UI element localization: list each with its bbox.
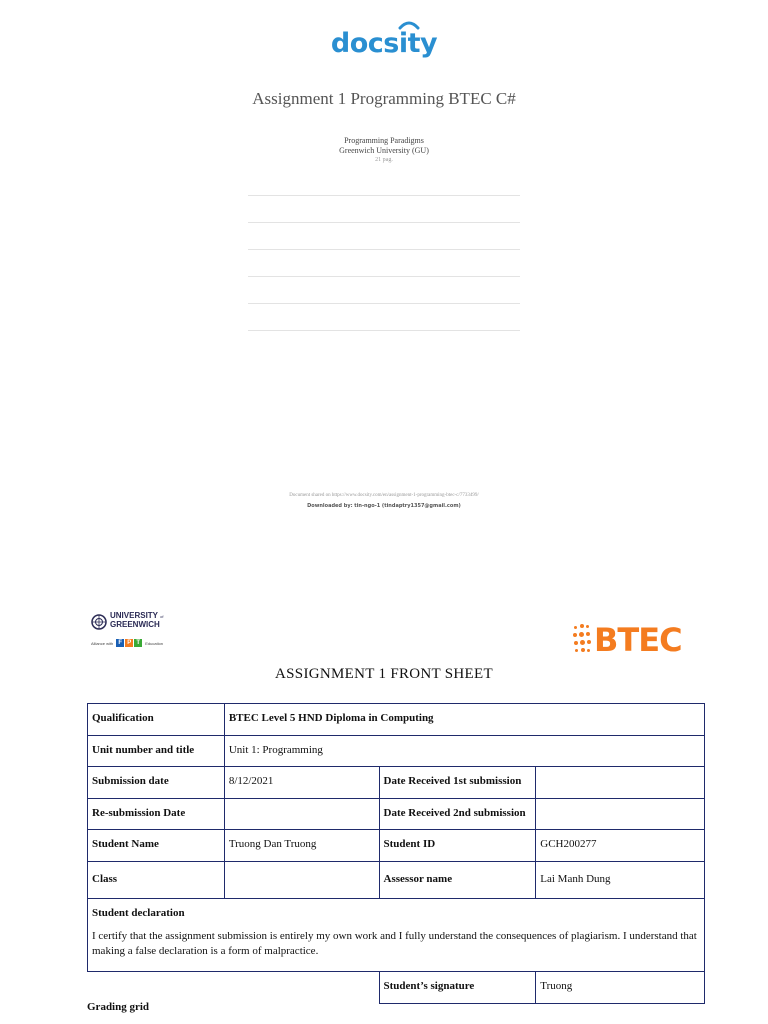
table-row [88, 972, 705, 1004]
divider [248, 330, 520, 331]
signature-spacer [88, 972, 380, 1004]
assessor-label: Assessor name [379, 862, 536, 899]
qualification-value: BTEC Level 5 HND Diploma in Computing [224, 704, 704, 736]
front-sheet-table [87, 703, 705, 1004]
declaration-label: Student declaration [92, 907, 185, 919]
date-received-2-value [536, 799, 705, 830]
greenwich-crest-icon [91, 613, 107, 631]
resubmission-date-label: Re-submission Date [88, 799, 225, 830]
submission-date-value: 8/12/2021 [224, 767, 379, 799]
signature-label: Student’s signature [379, 972, 536, 1004]
alliance-prefix: Alliance with [91, 640, 114, 646]
document-title: Assignment 1 Programming BTEC C# [252, 89, 516, 108]
signature-value: Truong [536, 972, 705, 1004]
student-name-label: Student Name [88, 830, 225, 862]
divider [248, 249, 520, 250]
class-value [224, 862, 379, 899]
page-count: 21 pag. [375, 157, 393, 163]
university-of-greenwich-logo [110, 612, 163, 629]
declaration-text: I certify that the assignment submission is entirely my own work and I fully understand the consequences of plagiarism. I understand that making a false declaration is a form of malpractice. [92, 930, 697, 957]
table-row [88, 767, 705, 799]
table-row [88, 862, 705, 899]
alliance-line [91, 639, 163, 647]
date-received-1-value [536, 767, 705, 799]
date-received-2-label: Date Received 2nd submission [379, 799, 536, 830]
course-name: Programming Paradigms [344, 136, 424, 145]
btec-dots-icon [572, 622, 594, 658]
divider [248, 222, 520, 223]
table-row [88, 736, 705, 767]
unit-value: Unit 1: Programming [224, 736, 704, 767]
class-label: Class [88, 862, 225, 899]
submission-date-label: Submission date [88, 767, 225, 799]
student-id-label: Student ID [379, 830, 536, 862]
grading-grid-heading: Grading grid [87, 1001, 150, 1013]
university-logo-of: of [160, 614, 164, 619]
docsity-arc-icon [398, 20, 420, 30]
qualification-label: Qualification [88, 704, 225, 736]
student-name-value: Truong Dan Truong [224, 830, 379, 862]
btec-logo-text: BTEC [594, 621, 682, 659]
table-row [88, 704, 705, 736]
date-received-1-label: Date Received 1st submission [379, 767, 536, 799]
docsity-logo [0, 28, 768, 72]
fpt-letter-f: F [116, 639, 124, 647]
table-row [88, 899, 705, 972]
university-logo-line1: UNIVERSITY [110, 611, 158, 620]
divider [248, 195, 520, 196]
table-row [88, 830, 705, 862]
shared-note[interactable]: Document shared on https://www.docsity.com/en/assignment-1-programming-btec-c/7733499/ [289, 493, 479, 498]
btec-logo [572, 622, 682, 658]
divider [248, 303, 520, 304]
university-name: Greenwich University (GU) [339, 146, 429, 155]
fpt-logo [116, 639, 142, 647]
declaration-cell [88, 899, 705, 972]
university-logo-line2: GREENWICH [110, 620, 160, 629]
table-row [88, 799, 705, 830]
fpt-letter-p: P [127, 640, 132, 646]
downloaded-note: Downloaded by: tin-ngo-1 (tindaptry1357@gmail.com) [307, 503, 461, 509]
alliance-suffix: Education [145, 640, 164, 646]
divider [248, 276, 520, 277]
student-id-value: GCH200277 [536, 830, 705, 862]
front-sheet-title: ASSIGNMENT 1 FRONT SHEET [275, 666, 493, 682]
docsity-logo-text: docsity [330, 28, 438, 59]
resubmission-date-value [224, 799, 379, 830]
fpt-letter-t: T [134, 639, 142, 647]
unit-label: Unit number and title [88, 736, 225, 767]
assessor-value: Lai Manh Dung [536, 862, 705, 899]
